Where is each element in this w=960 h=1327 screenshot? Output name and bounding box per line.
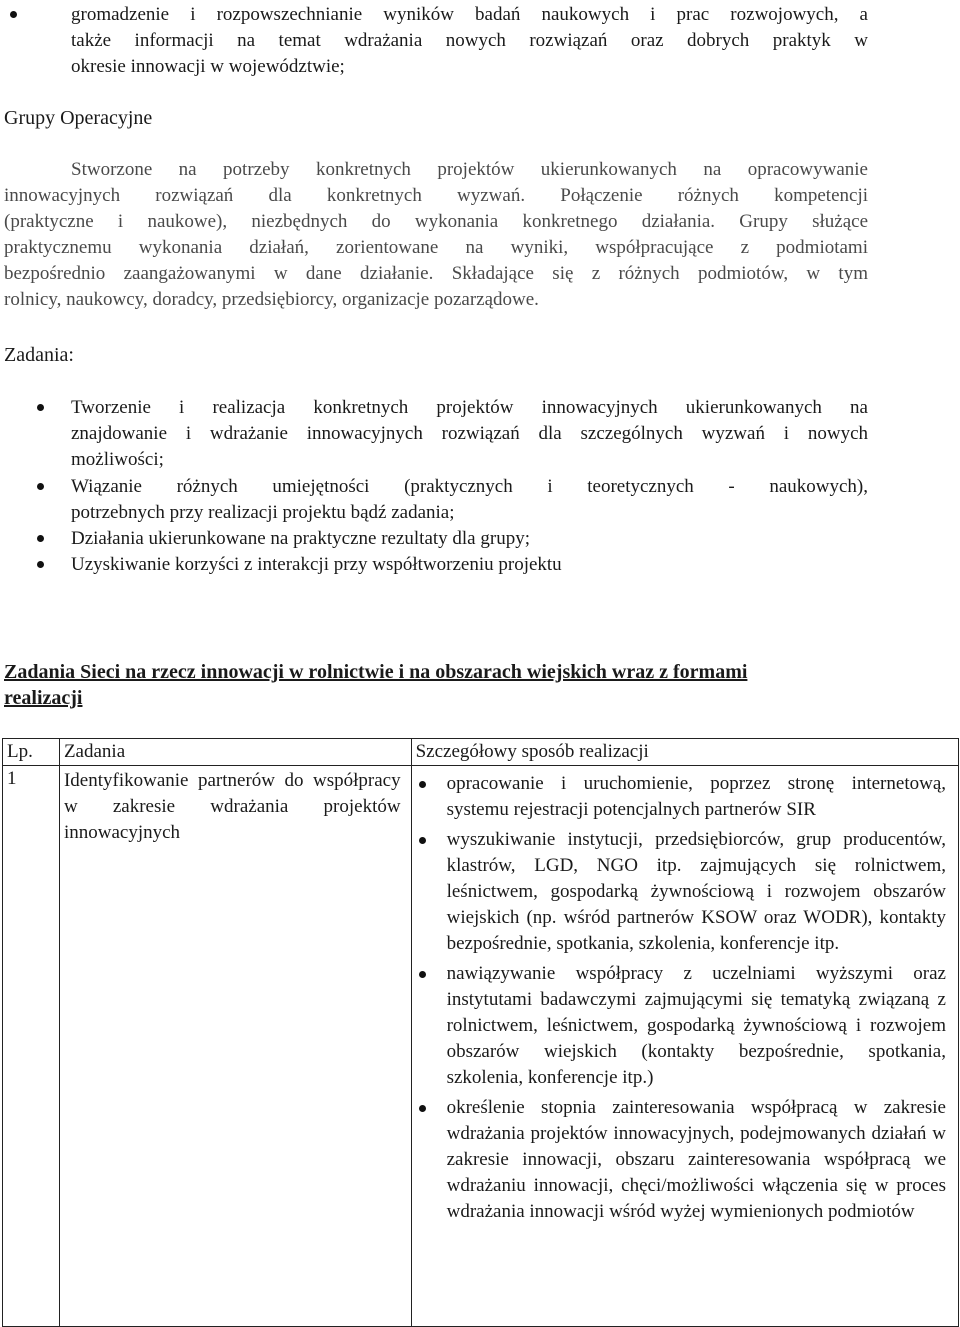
bullet-icon (37, 561, 44, 568)
detail-text: nawiązywanie współpracy z uczelniami wyższymi oraz instytutami badawczymi zajmującymi się tematyką związaną z rolnictwem, leśnictwem, gospodarką żywnościową i rozwojem obszarów wiejskich (kontakty bezpośrednie, spotkania, szkolenia, konferencje itp.) (446, 963, 946, 1088)
operational-line-4: praktycznemu wykonania działań, zorientowane na wyniki, współpracujące z podmiotami (4, 237, 868, 258)
detail-text: wyszukiwanie instytucji, przedsiębiorców, grup producentów, klastrów, LGD, NGO itp. zajmujących się rolnictwem, leśnictwem, gospodarką żywnościową i rozwojem obszarów wiejskich (np. wśród partnerów KSOW oraz WODR), kontakty bezpośrednie, spotkania, szkolenia, konferencje itp. (446, 829, 946, 954)
row-lp: 1 (3, 766, 60, 1327)
operational-line-1: Stworzone na potrzeby konkretnych projektów ukierunkowanych na opracowywanie (71, 159, 868, 180)
bullet-icon (37, 483, 44, 490)
top-bullet-line-3: okresie innowacji w województwie; (71, 56, 345, 77)
operational-line-3: (praktyczne i naukowe), niezbędnych do wykonania konkretnego działania. Grupy służące (4, 211, 868, 232)
top-bullet-line-1: gromadzenie i rozpowszechnianie wyników badań naukowych i prac rozwojowych, a (71, 4, 868, 25)
task-1-line-2: znajdowanie i wdrażanie innowacyjnych rozwiązań dla szczególnych wyzwań i nowych (71, 423, 868, 444)
task-1-line-1: Tworzenie i realizacja konkretnych projektów innowacyjnych ukierunkowanych na (71, 397, 868, 418)
network-heading-line-2: realizacji (4, 687, 83, 709)
operational-line-5: bezpośrednio zaangażowanymi w dane działanie. Składające się z różnych podmiotów, w tym (4, 263, 868, 284)
network-heading-line-1: Zadania Sieci na rzecz innowacji w rolnictwie i na obszarach wiejskich wraz z formami (4, 661, 748, 683)
bullet-icon (419, 1105, 426, 1112)
table-row (3, 766, 959, 1327)
realization-table (2, 738, 959, 1327)
section-heading-tasks: Zadania: (4, 344, 74, 366)
detail-item (416, 961, 946, 1091)
section-heading-operational: Grupy Operacyjne (4, 107, 153, 129)
detail-item (416, 827, 946, 957)
operational-line-2: innowacyjnych rozwiązań dla konkretnych wyzwań. Połączenie różnych kompetencji (4, 185, 868, 206)
task-2-line-1: Wiązanie różnych umiejętności (praktycznych i teoretycznych - naukowych), (71, 476, 868, 497)
detail-text: określenie stopnia zainteresowania współpracą w zakresie wdrażania projektów innowacyjnych, podejmowanych działań w zakresie innowacji, obszaru zainteresowania współpracą we wdrażaniu innowacji, chęci/możliwości włączenia się w proces wdrażania innowacji wśród wyżej wymienionych podmiotów (446, 1097, 946, 1222)
detail-text: opracowanie i uruchomienie, poprzez stronę internetową, systemu rejestracji potencjalnych partnerów SIR (446, 773, 946, 820)
header-details: Szczegółowy sposób realizacji (411, 739, 958, 766)
row-task: Identyfikowanie partnerów do współpracy w zakresie wdrażania projektów innowacyjnych (63, 770, 401, 843)
task-4-line-1: Uzyskiwanie korzyści z interakcji przy współtworzeniu projektu (71, 554, 562, 575)
top-bullet-line-2: także informacji na temat wdrażania nowych rozwiązań oraz dobrych praktyk w (71, 30, 868, 51)
bullet-icon (419, 781, 426, 788)
table-header-row (3, 739, 959, 766)
detail-item (416, 771, 946, 823)
operational-line-6: rolnicy, naukowcy, doradcy, przedsiębiorcy, organizacje pozarządowe. (4, 289, 539, 310)
header-task: Zadania (59, 739, 411, 766)
bullet-icon (10, 11, 17, 18)
bullet-icon (419, 837, 426, 844)
bullet-icon (37, 535, 44, 542)
task-3-line-1: Działania ukierunkowane na praktyczne rezultaty dla grupy; (71, 528, 530, 549)
task-1-line-3: możliwości; (71, 449, 164, 470)
detail-item (416, 1095, 946, 1225)
bullet-icon (37, 404, 44, 411)
task-2-line-2: potrzebnych przy realizacji projektu bądź zadania; (71, 502, 455, 523)
header-lp: Lp. (3, 739, 60, 766)
bullet-icon (419, 971, 426, 978)
